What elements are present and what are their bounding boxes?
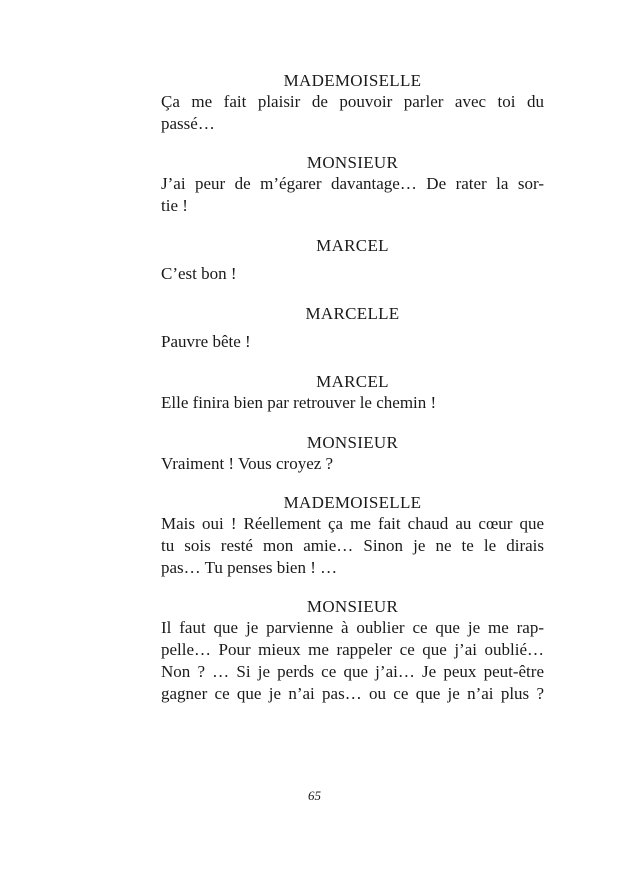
dialogue-line: C’est bon !	[161, 264, 237, 283]
dialogue-line: tu sois resté mon amie… Sinon je ne te le dirais	[161, 536, 544, 555]
speaker-name: MARCEL	[316, 236, 389, 255]
dialogue-line: pas… Tu penses bien ! …	[161, 558, 338, 577]
speaker-name: MADEMOISELLE	[283, 493, 422, 512]
play-page-body	[161, 70, 544, 705]
speaker-name: MARCEL	[316, 372, 389, 391]
dialogue-block	[161, 596, 544, 705]
speaker-name: MONSIEUR	[306, 153, 399, 172]
dialogue-block	[161, 70, 544, 135]
page-number: 65	[308, 788, 321, 803]
speaker-name: MONSIEUR	[306, 433, 399, 452]
dialogue-line: pelle… Pour mieux me rappeler ce que j’ai oublié…	[161, 640, 544, 659]
dialogue-block	[161, 235, 544, 285]
dialogue-line: gagner ce que je n’ai pas… ou ce que je n’ai plus ?	[161, 684, 544, 703]
dialogue-block	[161, 432, 544, 475]
dialogue-line: Ça me fait plaisir de pouvoir parler avec toi du	[161, 92, 544, 111]
dialogue-line: passé…	[161, 114, 215, 133]
dialogue-block	[161, 152, 544, 217]
dialogue-block	[161, 303, 544, 353]
speaker-name: MONSIEUR	[306, 597, 399, 616]
dialogue-block	[161, 492, 544, 579]
speaker-name: MARCELLE	[305, 304, 400, 323]
speaker-name: MADEMOISELLE	[283, 71, 422, 90]
dialogue-line: Elle finira bien par retrouver le chemin !	[161, 393, 437, 412]
dialogue-line: J’ai peur de m’égarer davantage… De rater la sor-	[161, 174, 544, 193]
dialogue-line: Il faut que je parvienne à oublier ce que je me rap-	[161, 618, 544, 637]
dialogue-line: Vraiment ! Vous croyez ?	[161, 454, 334, 473]
dialogue-line: tie !	[161, 196, 188, 215]
dialogue-line: Non ? … Si je perds ce que j’ai… Je peux peut-être	[161, 662, 544, 681]
dialogue-line: Mais oui ! Réellement ça me fait chaud au cœur que	[161, 514, 544, 533]
dialogue-block	[161, 371, 544, 414]
dialogue-line: Pauvre bête !	[161, 332, 251, 351]
